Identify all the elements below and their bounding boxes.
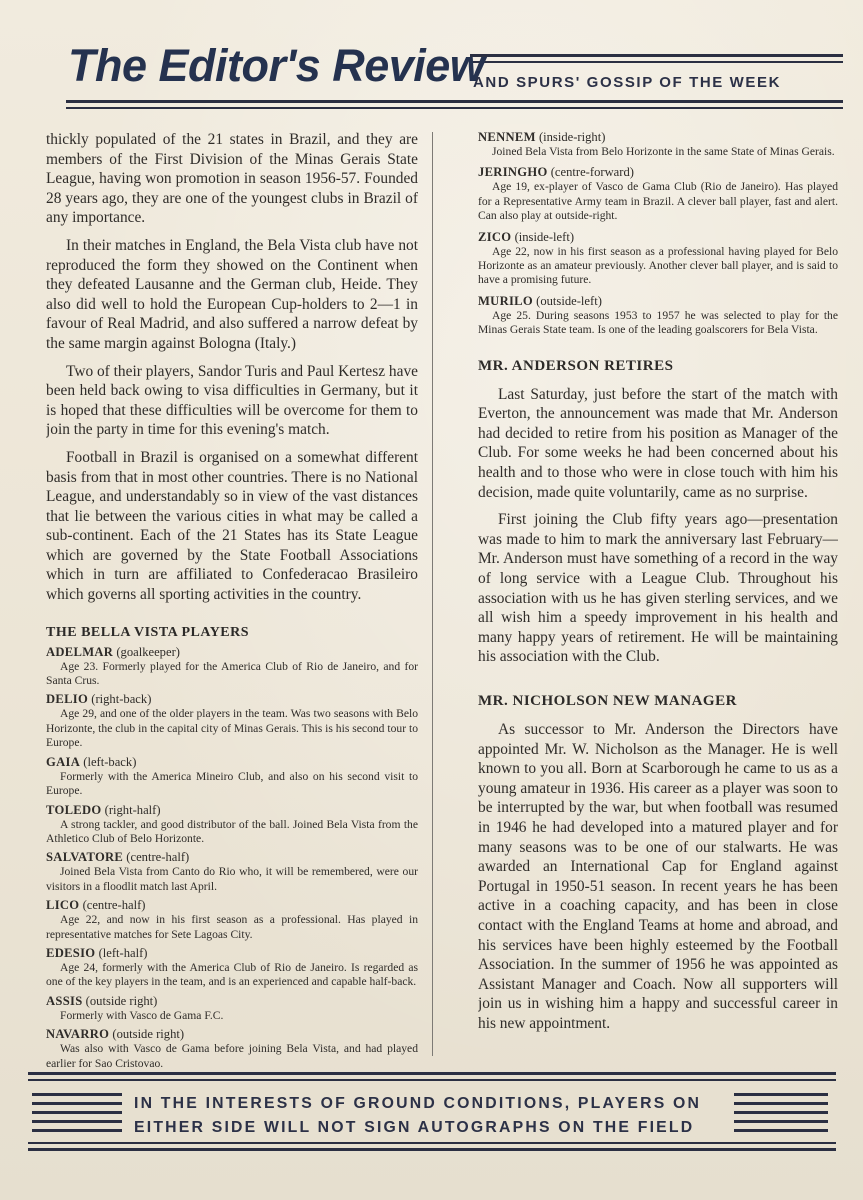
masthead-rule-bottom-2 bbox=[66, 107, 843, 109]
player-name: DELIO bbox=[46, 692, 89, 707]
masthead-rule-top bbox=[470, 54, 843, 57]
player-entry bbox=[478, 294, 838, 338]
player-description: Was also with Vasco de Gama before joining Bela Vista, and had played earlier for Sao Cristovao. bbox=[46, 1042, 418, 1070]
player-name-line bbox=[478, 130, 838, 145]
player-name-line bbox=[46, 755, 418, 770]
player-name-line bbox=[46, 994, 418, 1009]
banner-dash bbox=[734, 1111, 828, 1114]
player-name-line bbox=[478, 230, 838, 245]
player-entry bbox=[46, 803, 418, 847]
player-name-line bbox=[46, 898, 418, 913]
player-description: Age 24, formerly with the America Club of Rio de Janeiro. Is regarded as one of the key players in the team, and is an experienced and capable half-back. bbox=[46, 960, 418, 989]
nicholson-heading: MR. NICHOLSON NEW MANAGER bbox=[478, 692, 737, 709]
player-entry bbox=[46, 850, 418, 894]
player-entry bbox=[478, 230, 838, 288]
player-description: Age 29, and one of the older players in the team. Was two seasons with Belo Horizonte, the club in the capital city of Minas Gerais. This is his second tour to Europe. bbox=[46, 707, 418, 750]
banner-dash bbox=[32, 1129, 122, 1132]
player-name: MURILO bbox=[478, 293, 533, 308]
player-position: (inside-right) bbox=[538, 130, 606, 144]
masthead-rule-bottom bbox=[66, 100, 843, 103]
player-name-line bbox=[46, 645, 418, 660]
player-description: Age 22, and now in his first season as a professional. Has played in representative matches for Sete Lagoas City. bbox=[46, 913, 418, 941]
player-description: Age 19, ex-player of Vasco de Gama Club (Rio de Janeiro). Has played for a Representative Army team in Brazil. A clever ball player, fast and alert. Can also play at outside-right. bbox=[478, 180, 838, 223]
banner-line-1: IN THE INTERESTS OF GROUND CONDITIONS, PLAYERS ON bbox=[134, 1095, 702, 1112]
player-name-line bbox=[46, 850, 418, 865]
masthead-subtitle: AND SPURS' GOSSIP OF THE WEEK bbox=[473, 74, 782, 91]
player-name: NAVARRO bbox=[46, 1027, 110, 1042]
player-position: (centre-forward) bbox=[550, 165, 634, 180]
players-heading: THE BELLA VISTA PLAYERS bbox=[46, 624, 250, 640]
player-position: (right-half) bbox=[104, 802, 161, 817]
player-description: Age 23. Formerly played for the America Club of Rio de Janeiro, and for Santa Crus. bbox=[46, 659, 418, 688]
player-name: GAIA bbox=[46, 754, 81, 769]
anderson-paragraph-2: First joining the Club fifty years ago—presentation was made to him to mark the anniversary last February—Mr. Anderson must have something of a record in the way of long service with a League Club. Throughout his association with us he has given sterling services, and we all wish him a speedy improvement in his health and many happy years of retirement. He will be maintaining his association with the Club. bbox=[478, 511, 838, 666]
column-divider bbox=[432, 132, 433, 1056]
banner-dash bbox=[32, 1093, 122, 1096]
player-name: JERINGHO bbox=[478, 165, 548, 180]
player-description: Formerly with Vasco de Gama F.C. bbox=[60, 1008, 224, 1022]
player-entry bbox=[46, 1027, 418, 1071]
player-name: EDESIO bbox=[46, 945, 96, 960]
anderson-paragraph-1: Last Saturday, just before the start of the match with Everton, the announcement was made that Mr. Anderson had decided to retire from his position as Manager of the Club. For some weeks he had been concerned about his health and to those who were in close touch with him his decision, made quite voluntarily, came as no surprise. bbox=[478, 385, 838, 501]
banner-dash bbox=[32, 1120, 122, 1123]
player-name: SALVATORE bbox=[46, 850, 124, 865]
player-position: (outside right) bbox=[85, 993, 158, 1008]
player-description: Age 25. During seasons 1953 to 1957 he was selected to play for the Minas Gerais State team. Is one of the leading goalscorers for Bela Vista. bbox=[478, 308, 838, 337]
banner-dash bbox=[734, 1102, 828, 1105]
player-entry bbox=[46, 994, 418, 1023]
anderson-heading: MR. ANDERSON RETIRES bbox=[478, 357, 674, 374]
banner-dash bbox=[32, 1102, 122, 1105]
player-entry bbox=[46, 946, 418, 990]
player-name: TOLEDO bbox=[46, 802, 102, 817]
player-description: Joined Bela Vista from Canto do Rio who, it will be remembered, were our visitors in a floodlit match last April. bbox=[46, 865, 418, 893]
player-position: (goalkeeper) bbox=[116, 644, 180, 659]
player-description: Age 22, now in his first season as a professional having played for Belo Horizonte as an amateur previously. Another clever ball player, and is said to have a promising future. bbox=[478, 244, 838, 287]
player-position: (left-half) bbox=[98, 945, 148, 960]
banner-rule-bottom bbox=[28, 1142, 836, 1144]
player-name-line bbox=[46, 692, 418, 707]
player-entry bbox=[478, 130, 838, 159]
intro-paragraph: thickly populated of the 21 states in Brazil, and they are members of the First Division of the Minas Gerais State League, having won promotion in season 1956-57. Founded 28 years ago, they are one of the youngest clubs in Brazil of any importance. bbox=[46, 131, 418, 227]
player-position: (outside right) bbox=[112, 1027, 185, 1042]
banner-dash bbox=[32, 1111, 122, 1114]
player-entry bbox=[46, 898, 418, 942]
banner-dash bbox=[734, 1120, 828, 1123]
player-name-line bbox=[46, 803, 418, 818]
player-description: A strong tackler, and good distributor of the ball. Joined Bela Vista from the Athletico Club of Belo Horizonte. bbox=[46, 817, 418, 845]
player-entry bbox=[478, 165, 838, 223]
player-entry bbox=[46, 692, 418, 750]
brazil-football-paragraph: Football in Brazil is organised on a somewhat different basis from that in most other countries. There is no National League, and understandably so in view of the vast distances that lie between the various cities in what may be called a sub-continent. Each of the 21 States has its State League which are governed by the State Football Associations which in turn are affiliated to Confederacao Brasileiro which governs all sporting activities in the country. bbox=[46, 448, 418, 604]
player-position: (left-back) bbox=[83, 754, 137, 769]
nicholson-paragraph: As successor to Mr. Anderson the Directors have appointed Mr. W. Nicholson as the Manager. He is well known to you all. Born at Scarborough he came to us as a young amateur in 1936. His career as a player was soon to be interrupted by the war, but when football was resumed in 1946 he had developed into a matured player and for many seasons was to be one of our stalwarts. He was awarded an International Cap for England against Portugal in 1950-51 season. In recent years he has been active in a coaching capacity, and has been in close contact with the England Teams at home and abroad, and his services have been highly esteemed by the Football Association. In the summer of 1956 he was appointed as Assistant Manager and Coach. Now all supporters will join us in wishing him a happy and successful career in his new appointment. bbox=[478, 720, 838, 1032]
banner-rule-bottom-2 bbox=[28, 1148, 836, 1151]
england-matches-paragraph: In their matches in England, the Bela Vista club have not reproduced the form they showed on the Continent when they defeated Lausanne and the German club, Heide. They also did well to hold the European Cup-holders to 2—1 in favour of Real Madrid, and also suffered a narrow defeat by the same margin against Bologna (Italy.) bbox=[46, 236, 418, 352]
masthead-rule-top-2 bbox=[470, 61, 843, 63]
banner-rule-top-2 bbox=[28, 1079, 836, 1081]
banner-dash bbox=[734, 1093, 828, 1096]
right-column bbox=[478, 130, 838, 1033]
player-name-line bbox=[478, 165, 838, 180]
player-position: (centre-half) bbox=[82, 898, 146, 913]
player-name: NENNEM bbox=[478, 130, 536, 144]
player-name: ASSIS bbox=[46, 993, 83, 1008]
left-column bbox=[46, 130, 418, 1071]
player-name: ADELMAR bbox=[46, 644, 114, 659]
player-name-line bbox=[478, 294, 838, 309]
visa-paragraph: Two of their players, Sandor Turis and Paul Kertesz have been held back owing to visa difficulties in Germany, but it is hoped that these difficulties will be overcome for them to join the party in time for this evening's match. bbox=[46, 362, 418, 439]
player-name: ZICO bbox=[478, 229, 512, 244]
player-position: (right-back) bbox=[91, 692, 152, 707]
player-name-line bbox=[46, 946, 418, 961]
player-description: Joined Bela Vista from Belo Horizonte in the same State of Minas Gerais. bbox=[492, 145, 835, 158]
masthead-title: The Editor's Review bbox=[68, 40, 485, 91]
player-name-line bbox=[46, 1027, 418, 1042]
banner-rule-top bbox=[28, 1072, 836, 1075]
player-position: (centre-half) bbox=[126, 850, 190, 865]
banner-line-2: EITHER SIDE WILL NOT SIGN AUTOGRAPHS ON THE FIELD bbox=[134, 1119, 695, 1136]
player-position: (outside-left) bbox=[536, 293, 602, 308]
player-description: Formerly with the America Mineiro Club, and also on his second visit to Europe. bbox=[46, 769, 418, 798]
player-entry bbox=[46, 645, 418, 689]
player-position: (inside-left) bbox=[514, 229, 575, 244]
player-entry bbox=[46, 755, 418, 799]
banner-dash bbox=[734, 1129, 828, 1132]
player-name: LICO bbox=[46, 898, 80, 913]
